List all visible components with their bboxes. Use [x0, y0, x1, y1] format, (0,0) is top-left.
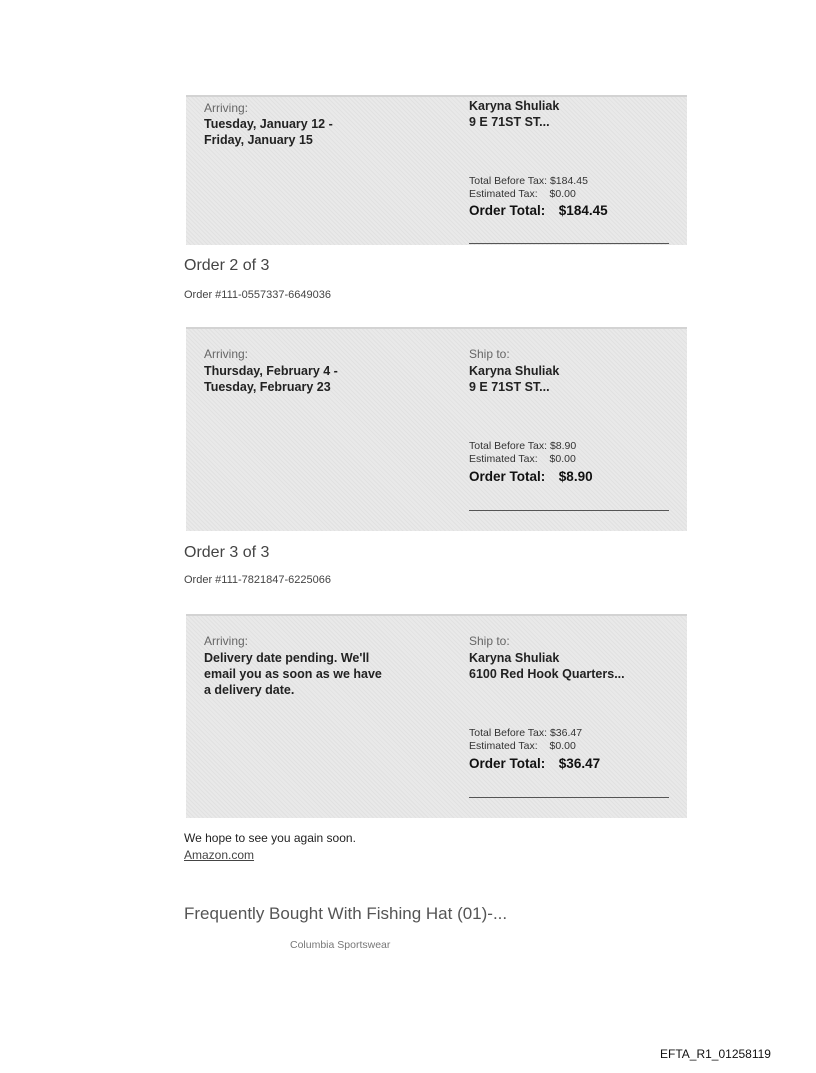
divider	[469, 797, 669, 798]
total-before-tax-value: $184.45	[549, 175, 588, 187]
estimated-tax-value: $0.00	[549, 453, 576, 465]
arriving-label: Arriving:	[204, 634, 249, 648]
estimated-tax-label: Estimated Tax:	[469, 188, 538, 200]
ship-to-name: Karyna Shuliak	[469, 99, 560, 113]
ship-to-label: Ship to:	[469, 634, 510, 648]
total-before-tax-value: $36.47	[549, 727, 583, 739]
ship-to-address: 9 E 71ST ST...	[469, 115, 550, 129]
ship-to-address: 6100 Red Hook Quarters...	[469, 667, 625, 681]
order-total-label: Order Total:	[469, 756, 546, 771]
order-2-summary-box	[186, 327, 687, 531]
amazon-link[interactable]: Amazon.com	[184, 848, 255, 862]
total-before-tax	[469, 727, 582, 740]
order-3-summary-box	[186, 614, 687, 818]
order-total	[469, 203, 608, 218]
document-id: EFTA_R1_01258119	[660, 1047, 771, 1061]
estimated-tax-label: Estimated Tax:	[469, 740, 538, 752]
estimated-tax	[469, 188, 576, 201]
order-total-value: $36.47	[558, 756, 601, 771]
arriving-date-line-3: a delivery date.	[204, 683, 295, 697]
order-3-number: Order #111-7821847-6225066	[184, 574, 331, 586]
total-before-tax	[469, 175, 588, 188]
arriving-label: Arriving:	[204, 101, 249, 115]
ship-to-name: Karyna Shuliak	[469, 364, 560, 378]
arriving-label: Arriving:	[204, 347, 249, 361]
order-total-label: Order Total:	[469, 203, 546, 218]
order-2-number: Order #111-0557337-6649036	[184, 289, 331, 301]
order-total-value: $8.90	[558, 469, 593, 484]
arriving-date-line-1: Thursday, February 4 -	[204, 364, 338, 378]
order-2-heading: Order 2 of 3	[184, 257, 270, 274]
order-total-value: $184.45	[558, 203, 608, 218]
estimated-tax	[469, 740, 576, 753]
arriving-date-line-1: Delivery date pending. We'll	[204, 651, 370, 665]
order-3-heading: Order 3 of 3	[184, 544, 270, 561]
estimated-tax-value: $0.00	[549, 188, 576, 200]
brand-name[interactable]: Columbia Sportswear	[290, 939, 391, 951]
total-before-tax-label: Total Before Tax:	[469, 727, 548, 739]
total-before-tax-label: Total Before Tax:	[469, 175, 548, 187]
ship-to-address: 9 E 71ST ST...	[469, 380, 550, 394]
order-total-label: Order Total:	[469, 469, 546, 484]
arriving-date-line-1: Tuesday, January 12 -	[204, 117, 333, 131]
closing-message: We hope to see you again soon.	[184, 831, 356, 845]
estimated-tax-value: $0.00	[549, 740, 576, 752]
order-total	[469, 469, 593, 484]
total-before-tax-label: Total Before Tax:	[469, 440, 548, 452]
arriving-date-line-2: Friday, January 15	[204, 133, 313, 147]
order-total	[469, 756, 600, 771]
ship-to-name: Karyna Shuliak	[469, 651, 560, 665]
order-1-summary-box	[186, 95, 687, 245]
estimated-tax	[469, 453, 576, 466]
total-before-tax	[469, 440, 576, 453]
arriving-date-line-2: email you as soon as we have	[204, 667, 382, 681]
divider	[469, 510, 669, 511]
divider	[469, 243, 669, 244]
recommendations-heading: Frequently Bought With Fishing Hat (01)-...	[184, 904, 508, 923]
total-before-tax-value: $8.90	[549, 440, 577, 452]
arriving-date-line-2: Tuesday, February 23	[204, 380, 331, 394]
estimated-tax-label: Estimated Tax:	[469, 453, 538, 465]
ship-to-label: Ship to:	[469, 347, 510, 361]
